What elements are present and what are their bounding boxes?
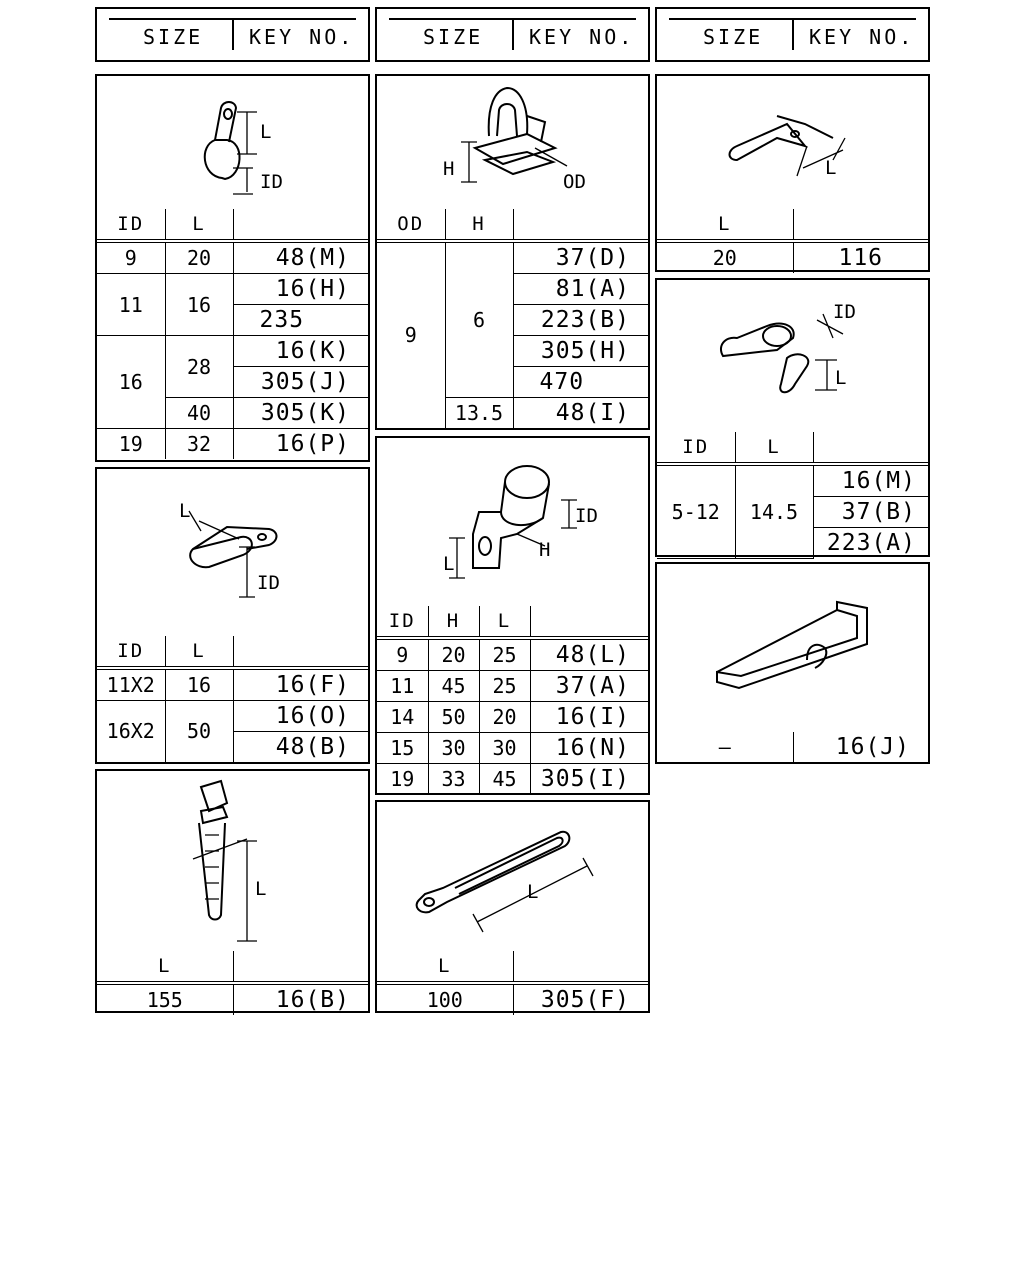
cell-key: 470 <box>513 367 648 398</box>
panel-clip-od-h <box>375 74 650 430</box>
fig-label-l: L <box>260 121 272 143</box>
col-key <box>513 209 648 241</box>
wire-rack-drawing <box>657 564 928 732</box>
col-l: L <box>165 636 233 668</box>
hook-figure <box>657 76 928 209</box>
clip-l-id-table <box>97 209 368 459</box>
cell-key: 16(F) <box>233 668 368 701</box>
table-header-row <box>377 209 648 241</box>
table-row <box>377 702 648 733</box>
cell-od: 9 <box>377 241 445 428</box>
flat-strap-table <box>377 951 648 1015</box>
col-h: H <box>445 209 513 241</box>
col-od: OD <box>377 209 445 241</box>
hook-l-table <box>657 209 928 273</box>
header-col-2 <box>375 7 650 62</box>
size-header: SIZE <box>703 25 764 49</box>
cell-key: 37(D) <box>513 241 648 274</box>
col-h: H <box>428 606 479 638</box>
table-row <box>657 241 928 273</box>
table-row <box>377 638 648 671</box>
col-l: L <box>377 951 513 983</box>
cell-id: 9 <box>97 241 165 274</box>
fig-label-l: L <box>825 157 837 179</box>
cell-l: 45 <box>479 764 530 795</box>
panel-tie-strap <box>95 769 370 1013</box>
cell-l: 14.5 <box>735 464 813 558</box>
table-row <box>97 241 368 274</box>
cell-h: 20 <box>428 638 479 671</box>
table-header-row <box>377 606 648 638</box>
cell-key: 16(I) <box>530 702 648 733</box>
col-key <box>233 636 368 668</box>
panel-band-clip <box>95 467 370 764</box>
cell-l: 16 <box>165 274 233 336</box>
cell-id: 16X2 <box>97 701 165 763</box>
cell-id: 16 <box>97 336 165 429</box>
push-clip-drawing <box>377 76 648 209</box>
col-id: ID <box>97 636 165 668</box>
col-l: L <box>657 209 793 241</box>
band-clip-table <box>97 636 368 763</box>
cell-id: 19 <box>97 429 165 460</box>
loop-clip-drawing <box>97 76 368 209</box>
cell-key: 81(A) <box>513 274 648 305</box>
cell-h: 13.5 <box>445 398 513 429</box>
fig-label-id: ID <box>575 505 598 527</box>
clip-figure <box>97 76 368 209</box>
cell-key: 223(B) <box>513 305 648 336</box>
double-clip-table <box>657 432 928 559</box>
cell-key: 48(B) <box>233 732 368 763</box>
cell-h: 33 <box>428 764 479 795</box>
cell-l: 50 <box>165 701 233 763</box>
cell-l: 25 <box>479 638 530 671</box>
cell-key: 16(J) <box>793 732 928 762</box>
size-header: SIZE <box>423 25 484 49</box>
cell-key: 37(B) <box>813 497 928 528</box>
band-clip-drawing <box>97 469 368 636</box>
cell-key: 16(B) <box>233 983 368 1015</box>
bracket-clip-figure <box>377 438 648 606</box>
table-row <box>97 336 368 367</box>
cell-h: 6 <box>445 241 513 398</box>
header-divider <box>232 18 234 50</box>
header-col-3 <box>655 7 930 62</box>
panel-bracket-clip <box>375 436 650 795</box>
cell-l: 100 <box>377 983 513 1015</box>
col-key <box>513 951 648 983</box>
cell-l: 40 <box>165 398 233 429</box>
table-row <box>377 241 648 274</box>
cell-key: 16(N) <box>530 733 648 764</box>
table-header-row <box>377 951 648 983</box>
size-header: SIZE <box>143 25 204 49</box>
cell-l: 25 <box>479 671 530 702</box>
col-l: L <box>479 606 530 638</box>
band-clip-figure <box>97 469 368 636</box>
fig-label-l: L <box>835 367 847 389</box>
col-key <box>813 432 928 464</box>
cell-key: 305(J) <box>233 367 368 398</box>
fig-label-l: L <box>255 878 267 900</box>
cell-l: 20 <box>165 241 233 274</box>
tie-strap-drawing <box>97 771 368 951</box>
cell-key: 16(H) <box>233 274 368 305</box>
wire-rack-figure <box>657 564 928 732</box>
col-key <box>233 209 368 241</box>
cell-size: — <box>657 732 793 762</box>
cell-key: 48(L) <box>530 638 648 671</box>
cell-l: 20 <box>657 241 793 273</box>
fig-label-id: ID <box>257 572 280 594</box>
cell-key: 48(I) <box>513 398 648 429</box>
cell-id: 19 <box>377 764 428 795</box>
panel-flat-strap <box>375 800 650 1013</box>
cell-h: 30 <box>428 733 479 764</box>
table-header-row <box>97 636 368 668</box>
table-row <box>97 701 368 732</box>
panel-hook-l <box>655 74 930 272</box>
cell-key: 16(K) <box>233 336 368 367</box>
double-clip-figure <box>657 280 928 432</box>
cell-key: 305(F) <box>513 983 648 1015</box>
cell-id: 11X2 <box>97 668 165 701</box>
cell-id: 14 <box>377 702 428 733</box>
wire-rack-table <box>657 732 928 762</box>
header-col-1 <box>95 7 370 62</box>
panel-wire-rack <box>655 562 930 764</box>
clip-od-h-table <box>377 209 648 429</box>
cell-key: 305(I) <box>530 764 648 795</box>
table-header-row <box>97 209 368 241</box>
col-key <box>233 951 368 983</box>
cell-id: 11 <box>377 671 428 702</box>
cell-id: 11 <box>97 274 165 336</box>
cell-key: 16(O) <box>233 701 368 732</box>
cell-l: 155 <box>97 983 233 1015</box>
cell-key: 305(K) <box>233 398 368 429</box>
table-row <box>97 429 368 460</box>
cell-l: 28 <box>165 336 233 398</box>
table-row <box>377 764 648 795</box>
bracket-clip-drawing <box>377 438 648 606</box>
table-row <box>97 983 368 1015</box>
table-row <box>97 668 368 701</box>
table-header-row <box>97 951 368 983</box>
key-no-header: KEY NO. <box>809 25 915 49</box>
fig-label-od: OD <box>563 171 586 193</box>
bracket-clip-table <box>377 606 648 794</box>
col-id: ID <box>377 606 428 638</box>
fig-label-id: ID <box>833 301 856 323</box>
col-l: L <box>165 209 233 241</box>
cell-key: 16(P) <box>233 429 368 460</box>
key-no-header: KEY NO. <box>249 25 355 49</box>
panel-clip-l-id <box>95 74 370 462</box>
cell-key: 235 <box>233 305 368 336</box>
cell-key: 223(A) <box>813 528 928 559</box>
flat-strap-figure <box>377 802 648 951</box>
fig-label-h: H <box>443 158 455 180</box>
col-l: L <box>97 951 233 983</box>
fig-label-h: H <box>539 539 551 561</box>
header-divider <box>792 18 794 50</box>
cell-id: 5-12 <box>657 464 735 558</box>
cell-key: 305(H) <box>513 336 648 367</box>
col-key <box>793 209 928 241</box>
header-divider <box>512 18 514 50</box>
cell-key: 48(M) <box>233 241 368 274</box>
table-row <box>377 983 648 1015</box>
cell-h: 50 <box>428 702 479 733</box>
flat-strap-drawing <box>377 802 648 951</box>
panel-double-clip <box>655 278 930 557</box>
fig-label-l: L <box>179 500 191 522</box>
fig-label-l: L <box>443 553 455 575</box>
fig-label-id: ID <box>260 171 283 193</box>
cell-id: 9 <box>377 638 428 671</box>
cell-l: 16 <box>165 668 233 701</box>
cell-l: 30 <box>479 733 530 764</box>
cell-key: 37(A) <box>530 671 648 702</box>
table-header-row <box>657 432 928 464</box>
tie-strap-table <box>97 951 368 1015</box>
table-row <box>377 733 648 764</box>
col-id: ID <box>97 209 165 241</box>
clip-figure <box>377 76 648 209</box>
col-l: L <box>735 432 813 464</box>
table-header-row <box>657 209 928 241</box>
table-row <box>657 732 928 762</box>
cell-key: 16(M) <box>813 464 928 497</box>
hook-drawing <box>657 76 928 209</box>
key-no-header: KEY NO. <box>529 25 635 49</box>
table-row <box>657 464 928 497</box>
col-key <box>530 606 648 638</box>
table-row <box>97 274 368 305</box>
cell-l: 20 <box>479 702 530 733</box>
tie-strap-figure <box>97 771 368 951</box>
table-row <box>377 671 648 702</box>
cell-l: 32 <box>165 429 233 460</box>
double-clip-drawing <box>657 280 928 432</box>
col-id: ID <box>657 432 735 464</box>
fig-label-l: L <box>527 881 539 903</box>
cell-id: 15 <box>377 733 428 764</box>
cell-h: 45 <box>428 671 479 702</box>
cell-key: 116 <box>793 241 928 273</box>
